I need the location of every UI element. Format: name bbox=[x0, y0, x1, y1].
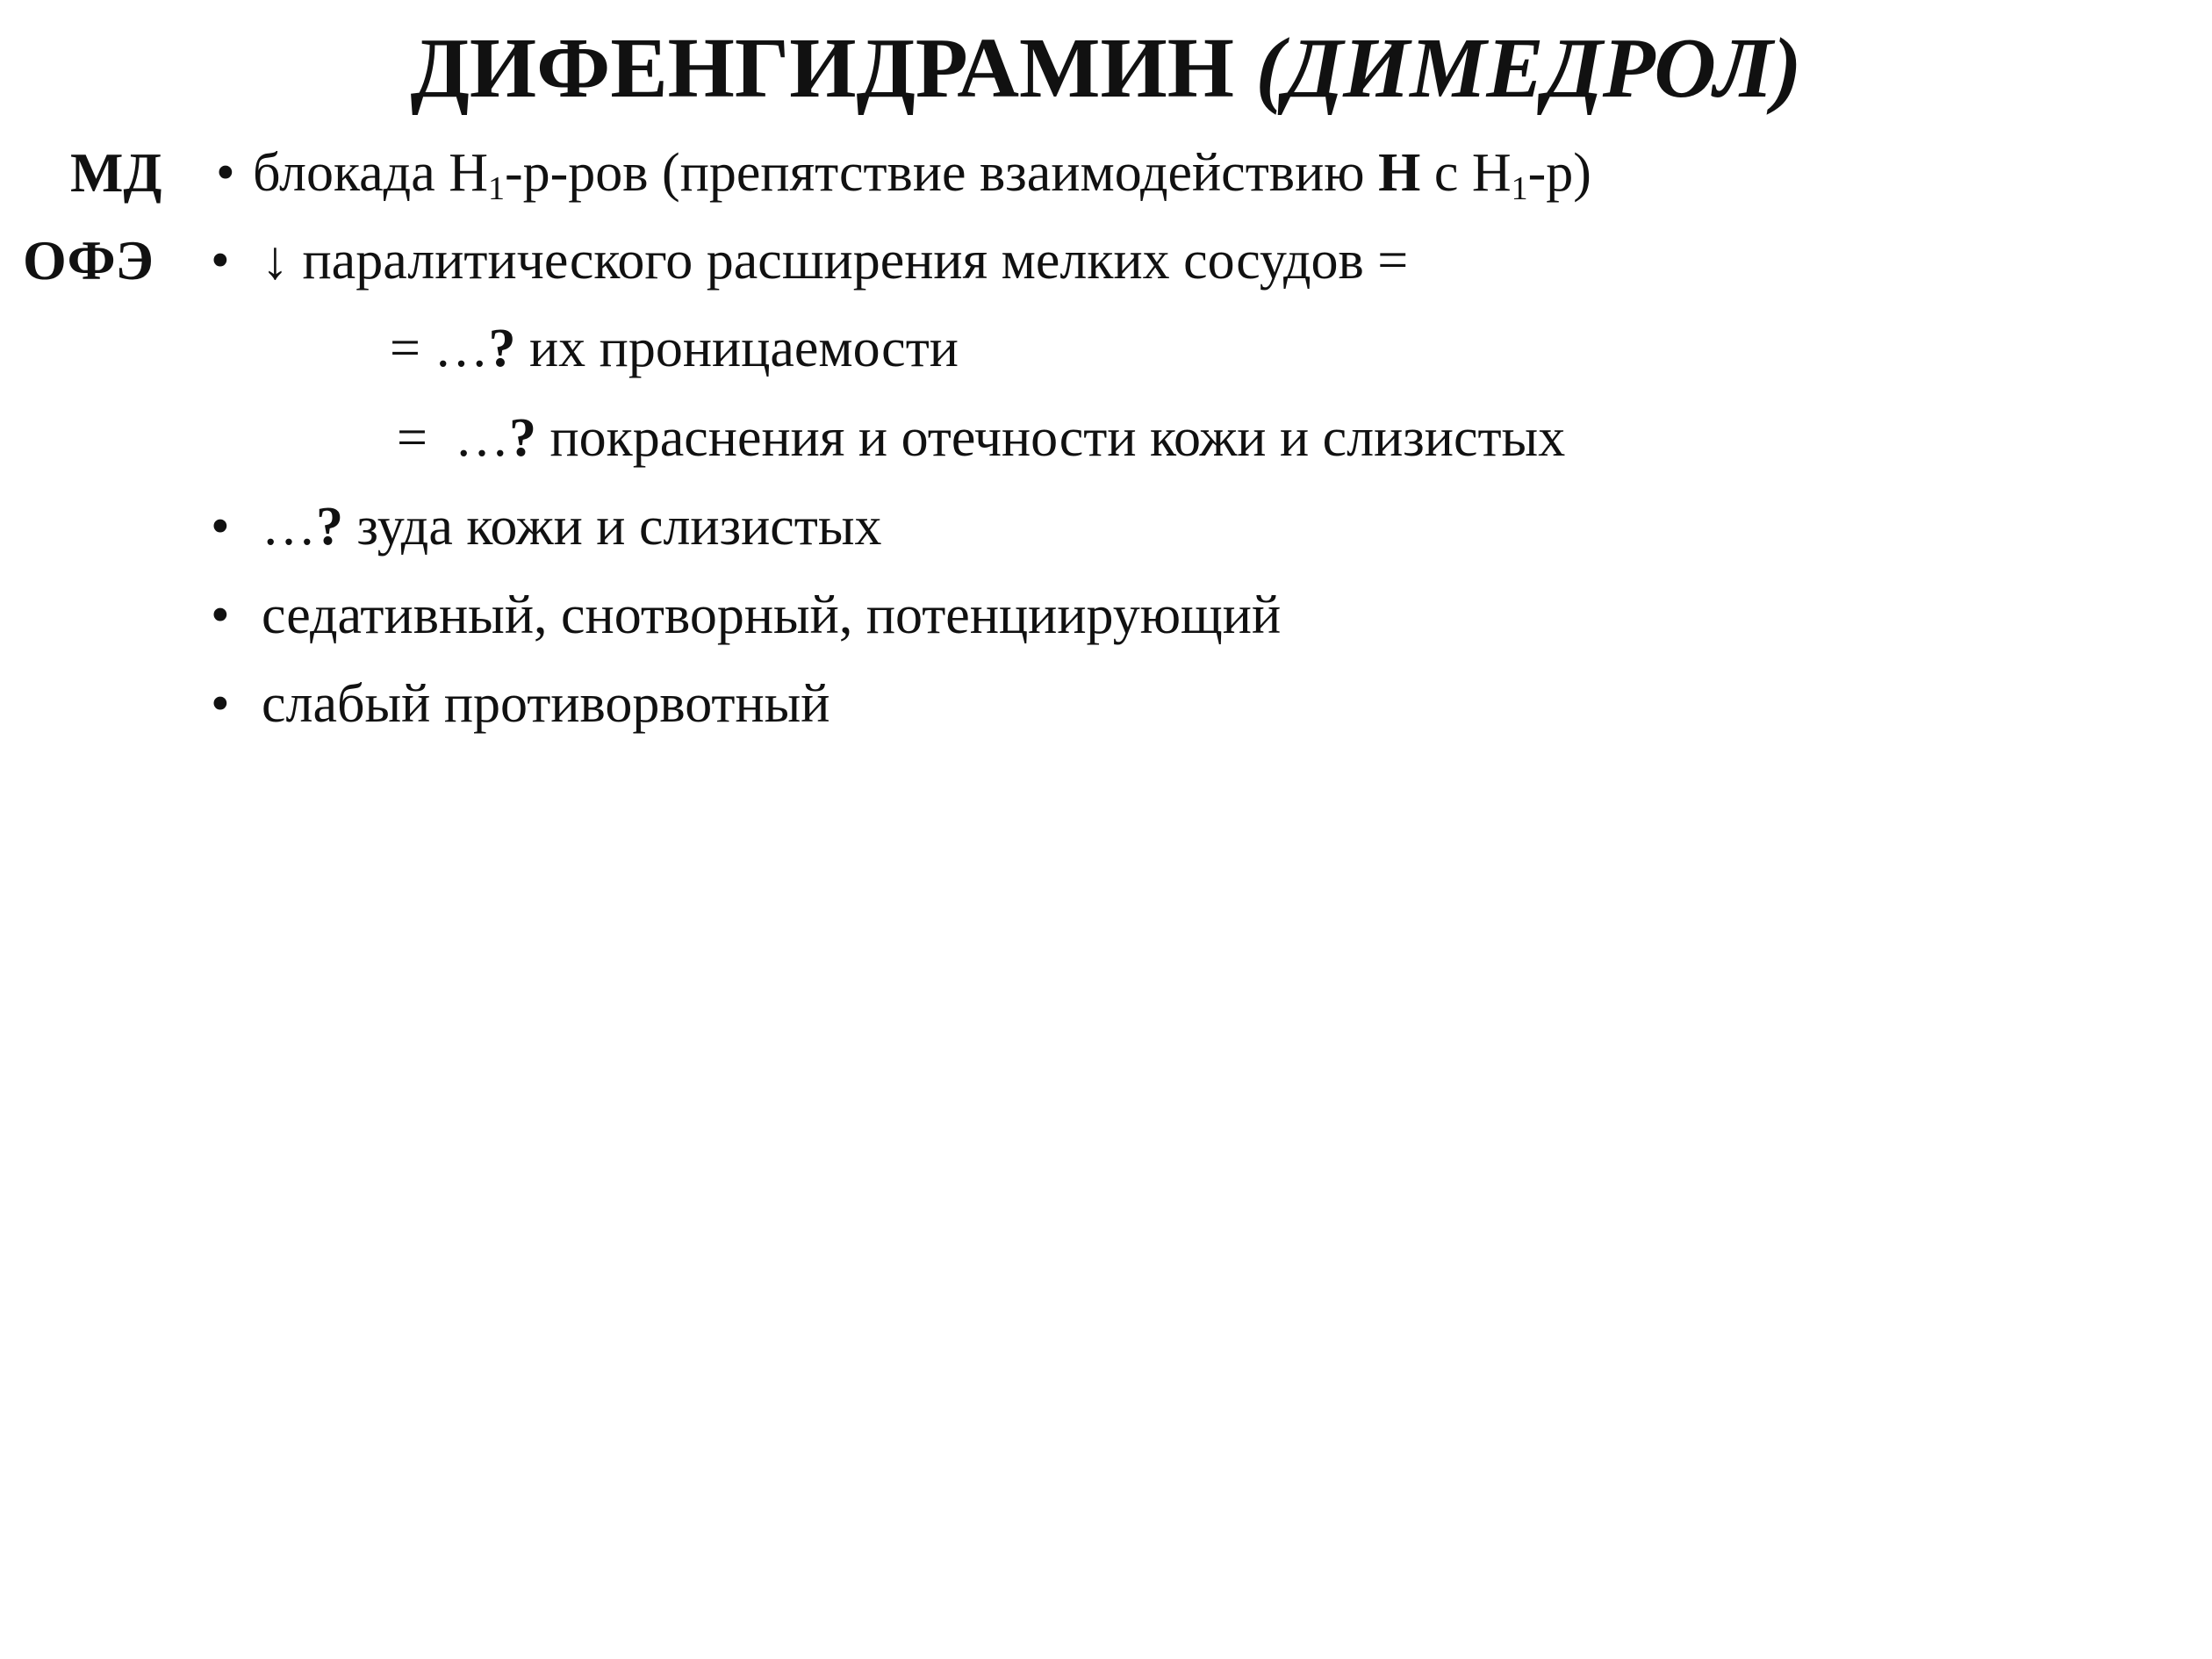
title-alt-name: (ДИМЕДРОЛ) bbox=[1255, 21, 1802, 116]
md-bold-h: Н bbox=[1378, 143, 1421, 203]
bullet-item-sedative bbox=[0, 576, 2212, 655]
md-text-after: -р) bbox=[1527, 143, 1591, 203]
ofe-line-3-row bbox=[0, 399, 2212, 478]
md-label: МД bbox=[70, 141, 162, 204]
ofe-line-2-text: их проницаемости bbox=[515, 319, 959, 378]
md-text-middle: -р-ров (препятствие взаимодействию bbox=[504, 143, 1379, 203]
ofe-line-2 bbox=[390, 309, 959, 388]
bullet-2-text: седативный, снотворный, потенциирующий bbox=[262, 585, 1282, 645]
bullet-1-question: ? bbox=[316, 497, 343, 557]
bullet-1-text bbox=[262, 487, 882, 566]
ofe-line-2-row bbox=[0, 309, 2212, 388]
ofe-line-2-question: ? bbox=[488, 319, 516, 378]
ofe-line-3 bbox=[397, 399, 1565, 478]
ofe-row bbox=[0, 221, 2212, 300]
bullet-item-antiemetic bbox=[0, 664, 2212, 743]
md-row bbox=[0, 133, 2212, 212]
bullet-1-prefix: … bbox=[262, 497, 316, 557]
title-main: ДИФЕНГИДРАМИН bbox=[410, 21, 1234, 116]
ofe-line-2-prefix: = … bbox=[390, 319, 489, 378]
ofe-label: ОФЭ bbox=[23, 229, 154, 291]
bullet-3: • bbox=[211, 674, 230, 734]
md-text-c: с Н bbox=[1420, 143, 1512, 203]
bullet-item-itch bbox=[0, 487, 2212, 566]
md-text bbox=[253, 133, 1591, 212]
ofe-line-3-prefix: = … bbox=[397, 408, 509, 468]
bullet-3-text: слабый противорвотный bbox=[262, 674, 830, 734]
bullet-1: • bbox=[211, 497, 230, 557]
md-bullet: • bbox=[216, 143, 235, 203]
slide-title bbox=[0, 16, 2212, 121]
md-sub-1: 1 bbox=[487, 170, 505, 207]
md-sub-2: 1 bbox=[1511, 170, 1528, 207]
ofe-bullet: • bbox=[211, 231, 230, 291]
ofe-line-1: ↓ паралитического расширения мелких сосудов = bbox=[262, 231, 1409, 291]
bullet-1-body: зуда кожи и слизистых bbox=[343, 497, 882, 557]
md-text-before: блокада Н bbox=[253, 143, 488, 203]
ofe-line-3-text: покраснения и отечности кожи и слизистых bbox=[535, 408, 1566, 468]
bullet-2: • bbox=[211, 585, 230, 645]
ofe-line-3-question: ? bbox=[508, 408, 536, 468]
